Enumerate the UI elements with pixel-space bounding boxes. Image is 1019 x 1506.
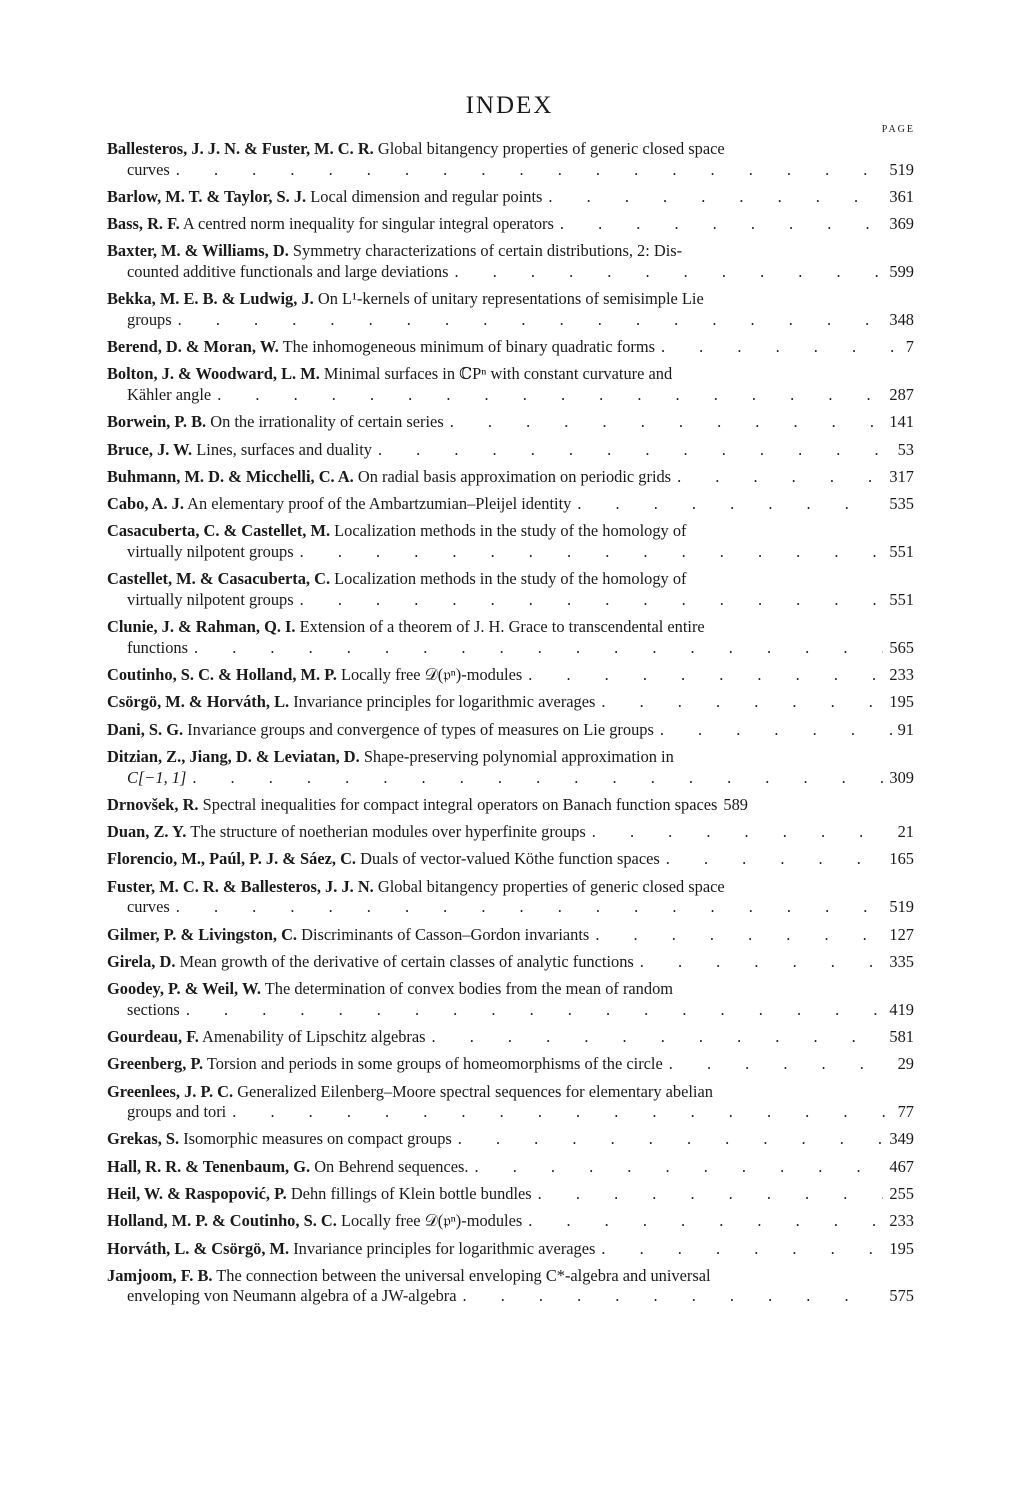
- entry-page-number: 29: [897, 1054, 914, 1074]
- entry-title: Dehn fillings of Klein bottle bundles: [290, 1183, 532, 1203]
- index-entry: [107, 849, 914, 870]
- dot-leader: [475, 1157, 884, 1178]
- entry-authors: Duan, Z. Y.: [107, 822, 187, 842]
- dot-leader: [178, 310, 884, 331]
- entry-page-number: 255: [889, 1183, 914, 1203]
- entry-page-number: 599: [889, 262, 914, 282]
- index-entry: [107, 692, 914, 713]
- index-entry-list: [107, 139, 914, 1314]
- dot-leader: [232, 1102, 891, 1123]
- entry-title: The connection between the universal enveloping C*-algebra and universal: [216, 1265, 711, 1285]
- index-entry: [107, 617, 914, 658]
- entry-authors: Gilmer, P. & Livingston, C.: [107, 924, 298, 944]
- entry-title: On radial basis approximation on periodic grids: [357, 466, 672, 486]
- dot-leader: [677, 467, 883, 488]
- entry-title: Generalized Eilenberg–Moore spectral sequences for elementary abelian: [237, 1081, 713, 1101]
- entry-title-continued: counted additive functionals and large deviations: [127, 262, 449, 282]
- entry-authors: Gourdeau, F.: [107, 1026, 199, 1046]
- entry-page-number: 287: [889, 385, 914, 405]
- index-entry: [107, 467, 914, 488]
- entry-title: Torsion and periods in some groups of homeomorphisms of the circle: [206, 1054, 663, 1074]
- entry-page-number: 7: [905, 337, 914, 357]
- entry-authors: Holland, M. P. & Coutinho, S. C.: [107, 1211, 337, 1231]
- entry-title: Discriminants of Casson–Gordon invariants: [301, 924, 590, 944]
- entry-page-number: 467: [889, 1156, 914, 1176]
- entry-title: Invariance principles for logarithmic averages: [293, 692, 596, 712]
- dot-leader: [660, 720, 892, 741]
- entry-page-number: 195: [889, 692, 914, 712]
- entry-title: Locally free 𝒟(𝔭ⁿ)-modules: [340, 665, 523, 685]
- dot-leader: [176, 897, 884, 918]
- index-entry: [107, 187, 914, 208]
- entry-authors: Fuster, M. C. R. & Ballesteros, J. J. N.: [107, 876, 374, 896]
- entry-page-number: 419: [889, 999, 914, 1019]
- entry-title: Lines, surfaces and duality: [196, 439, 372, 459]
- index-entry: [107, 1027, 914, 1048]
- index-entry: [107, 1082, 914, 1123]
- entry-authors: Ditzian, Z., Jiang, D. & Leviatan, D.: [107, 746, 360, 766]
- entry-page-number: 91: [897, 719, 914, 739]
- entry-authors: Casacuberta, C. & Castellet, M.: [107, 521, 331, 541]
- entry-title: Global bitangency properties of generic closed space: [377, 876, 725, 896]
- entry-title: Locally free 𝒟(𝔭ⁿ)-modules: [340, 1211, 523, 1231]
- entry-title: On the irrationality of certain series: [210, 412, 444, 432]
- dot-leader: [592, 822, 892, 843]
- index-entry: [107, 795, 914, 816]
- entry-page-number: 317: [889, 466, 914, 486]
- entry-title: The structure of noetherian modules over hyperfinite groups: [190, 822, 586, 842]
- entry-title: Symmetry characterizations of certain distributions, 2: Dis-: [292, 241, 683, 261]
- entry-title: On L¹-kernels of unitary representations of semisimple Lie: [317, 289, 704, 309]
- entry-authors: Heil, W. & Raspopović, P.: [107, 1183, 287, 1203]
- entry-title-continued: functions: [127, 637, 189, 657]
- entry-authors: Girela, D.: [107, 951, 176, 971]
- entry-title: Isomorphic measures on compact groups: [183, 1129, 452, 1149]
- index-entry: [107, 1184, 914, 1205]
- entry-page-number: 127: [889, 924, 914, 944]
- index-entry: [107, 720, 914, 741]
- entry-page-number: 361: [889, 186, 914, 206]
- index-entry: [107, 1129, 914, 1150]
- dot-leader: [601, 692, 883, 713]
- entry-authors: Borwein, P. B.: [107, 412, 207, 432]
- index-entry: [107, 289, 914, 330]
- dot-leader: [194, 638, 883, 659]
- entry-authors: Clunie, J. & Rahman, Q. I.: [107, 617, 296, 637]
- entry-title-continued: virtually nilpotent groups: [127, 542, 294, 562]
- index-entry: [107, 241, 914, 282]
- index-heading: INDEX: [465, 92, 554, 119]
- entry-authors: Baxter, M. & Williams, D.: [107, 241, 289, 261]
- entry-authors: Barlow, M. T. & Taylor, S. J.: [107, 186, 307, 206]
- entry-title-continued: sections: [127, 999, 180, 1019]
- dot-leader: [601, 1239, 883, 1260]
- entry-authors: Bekka, M. E. B. & Ludwig, J.: [107, 289, 314, 309]
- entry-page-number: 535: [889, 494, 914, 514]
- entry-authors: Csörgö, M. & Horváth, L.: [107, 692, 290, 712]
- index-entry: [107, 139, 914, 180]
- entry-authors: Drnovšek, R.: [107, 794, 199, 814]
- entry-title-continued: C[−1, 1]: [127, 767, 187, 787]
- entry-title: Minimal surfaces in ℂPⁿ with constant curvature and: [323, 364, 673, 384]
- entry-page-number: 551: [889, 542, 914, 562]
- entry-page-number: 233: [889, 1211, 914, 1231]
- entry-page-number: 141: [889, 412, 914, 432]
- entry-title: An elementary proof of the Ambartzumian–Pleijel identity: [187, 494, 572, 514]
- dot-leader: [432, 1027, 884, 1048]
- entry-page-number: 195: [889, 1238, 914, 1258]
- index-entry: [107, 214, 914, 235]
- index-entry: [107, 337, 914, 358]
- entry-title-continued: groups: [127, 309, 172, 329]
- dot-leader: [661, 337, 900, 358]
- entry-title: On Behrend sequences.: [314, 1156, 469, 1176]
- entry-page-number: 369: [889, 214, 914, 234]
- entry-authors: Castellet, M. & Casacuberta, C.: [107, 569, 331, 589]
- entry-title-continued: Kähler angle: [127, 385, 212, 405]
- index-entry: [107, 747, 914, 788]
- index-entry: [107, 925, 914, 946]
- index-entry: [107, 1266, 914, 1307]
- dot-leader: [640, 952, 884, 973]
- dot-leader: [669, 1054, 892, 1075]
- entry-title: Localization methods in the study of the homology of: [334, 521, 687, 541]
- dot-leader: [378, 440, 892, 461]
- index-entry: [107, 979, 914, 1020]
- dot-leader: [450, 412, 884, 433]
- entry-title-continued: curves: [127, 897, 170, 917]
- dot-leader: [300, 590, 884, 611]
- dot-leader: [560, 214, 884, 235]
- entry-title-continued: curves: [127, 159, 170, 179]
- entry-page-number: 565: [889, 637, 914, 657]
- index-entry: [107, 1054, 914, 1075]
- entry-page-number: 335: [889, 951, 914, 971]
- entry-title: Mean growth of the derivative of certain classes of analytic functions: [179, 951, 634, 971]
- index-entry: [107, 877, 914, 918]
- dot-leader: [528, 1211, 883, 1232]
- entry-page-number: 53: [897, 439, 914, 459]
- entry-title: Duals of vector-valued Köthe function spaces: [360, 849, 660, 869]
- dot-leader: [176, 160, 884, 181]
- entry-page-number: 575: [889, 1286, 914, 1306]
- dot-leader: [300, 542, 884, 563]
- dot-leader: [548, 187, 883, 208]
- dot-leader: [528, 665, 883, 686]
- index-entry: [107, 440, 914, 461]
- entry-title: Extension of a theorem of J. H. Grace to transcendental entire: [299, 617, 705, 637]
- dot-leader: [666, 849, 884, 870]
- entry-page-number: 519: [889, 897, 914, 917]
- entry-authors: Bass, R. F.: [107, 214, 180, 234]
- dot-leader: [217, 385, 883, 406]
- entry-title-continued: virtually nilpotent groups: [127, 589, 294, 609]
- entry-page-number: 581: [889, 1026, 914, 1046]
- entry-title: Global bitangency properties of generic closed space: [377, 139, 725, 158]
- entry-title: Shape-preserving polynomial approximation in: [363, 746, 674, 766]
- entry-page-number: 519: [889, 159, 914, 179]
- entry-page-number: 589: [723, 794, 748, 814]
- entry-page-number: 349: [889, 1129, 914, 1149]
- entry-authors: Goodey, P. & Weil, W.: [107, 979, 261, 999]
- entry-title-continued: enveloping von Neumann algebra of a JW-algebra: [127, 1286, 457, 1306]
- entry-title: Localization methods in the study of the homology of: [334, 569, 687, 589]
- entry-title: Local dimension and regular points: [310, 186, 543, 206]
- index-entry: [107, 494, 914, 515]
- dot-leader: [463, 1286, 884, 1307]
- page-column-label: PAGE: [881, 124, 915, 135]
- entry-page-number: 77: [897, 1102, 914, 1122]
- index-entry: [107, 1239, 914, 1260]
- entry-title: Spectral inequalities for compact integral operators on Banach function spaces: [202, 794, 718, 814]
- entry-title-continued: groups and tori: [127, 1102, 227, 1122]
- entry-page-number: 165: [889, 849, 914, 869]
- entry-page-number: 348: [889, 309, 914, 329]
- dot-leader: [595, 925, 883, 946]
- entry-authors: Grekas, S.: [107, 1129, 180, 1149]
- entry-authors: Bolton, J. & Woodward, L. M.: [107, 364, 320, 384]
- index-entry: [107, 822, 914, 843]
- entry-page-number: 309: [889, 767, 914, 787]
- index-entry: [107, 521, 914, 562]
- index-entry: [107, 412, 914, 433]
- entry-authors: Florencio, M., Paúl, P. J. & Sáez, C.: [107, 849, 357, 869]
- entry-page-number: 551: [889, 589, 914, 609]
- entry-authors: Jamjoom, F. B.: [107, 1265, 213, 1285]
- entry-title: The inhomogeneous minimum of binary quadratic forms: [282, 337, 655, 357]
- entry-title: Amenability of Lipschitz algebras: [202, 1026, 426, 1046]
- dot-leader: [455, 262, 884, 283]
- dot-leader: [538, 1184, 884, 1205]
- index-entry: [107, 1211, 914, 1232]
- entry-title: Invariance principles for logarithmic averages: [293, 1238, 596, 1258]
- dot-leader: [192, 768, 883, 789]
- dot-leader: [186, 1000, 884, 1021]
- entry-authors: Coutinho, S. C. & Holland, M. P.: [107, 665, 337, 685]
- entry-title: Invariance groups and convergence of types of measures on Lie groups: [187, 719, 654, 739]
- entry-authors: Hall, R. R. & Tenenbaum, G.: [107, 1156, 311, 1176]
- entry-authors: Buhmann, M. D. & Micchelli, C. A.: [107, 466, 354, 486]
- entry-authors: Greenlees, J. P. C.: [107, 1081, 234, 1101]
- entry-authors: Berend, D. & Moran, W.: [107, 337, 279, 357]
- entry-authors: Horváth, L. & Csörgö, M.: [107, 1238, 290, 1258]
- entry-authors: Ballesteros, J. J. N. & Fuster, M. C. R.: [107, 139, 374, 158]
- index-entry: [107, 665, 914, 686]
- entry-page-number: 21: [897, 822, 914, 842]
- entry-authors: Dani, S. G.: [107, 719, 184, 739]
- index-entry: [107, 569, 914, 610]
- dot-leader: [458, 1129, 884, 1150]
- entry-authors: Cabo, A. J.: [107, 494, 184, 514]
- entry-authors: Bruce, J. W.: [107, 439, 193, 459]
- index-entry: [107, 952, 914, 973]
- entry-page-number: 233: [889, 665, 914, 685]
- entry-title: A centred norm inequality for singular integral operators: [182, 214, 554, 234]
- entry-title: The determination of convex bodies from the mean of random: [264, 979, 674, 999]
- index-entry: [107, 1157, 914, 1178]
- entry-authors: Greenberg, P.: [107, 1054, 204, 1074]
- index-entry: [107, 364, 914, 405]
- dot-leader: [577, 494, 883, 515]
